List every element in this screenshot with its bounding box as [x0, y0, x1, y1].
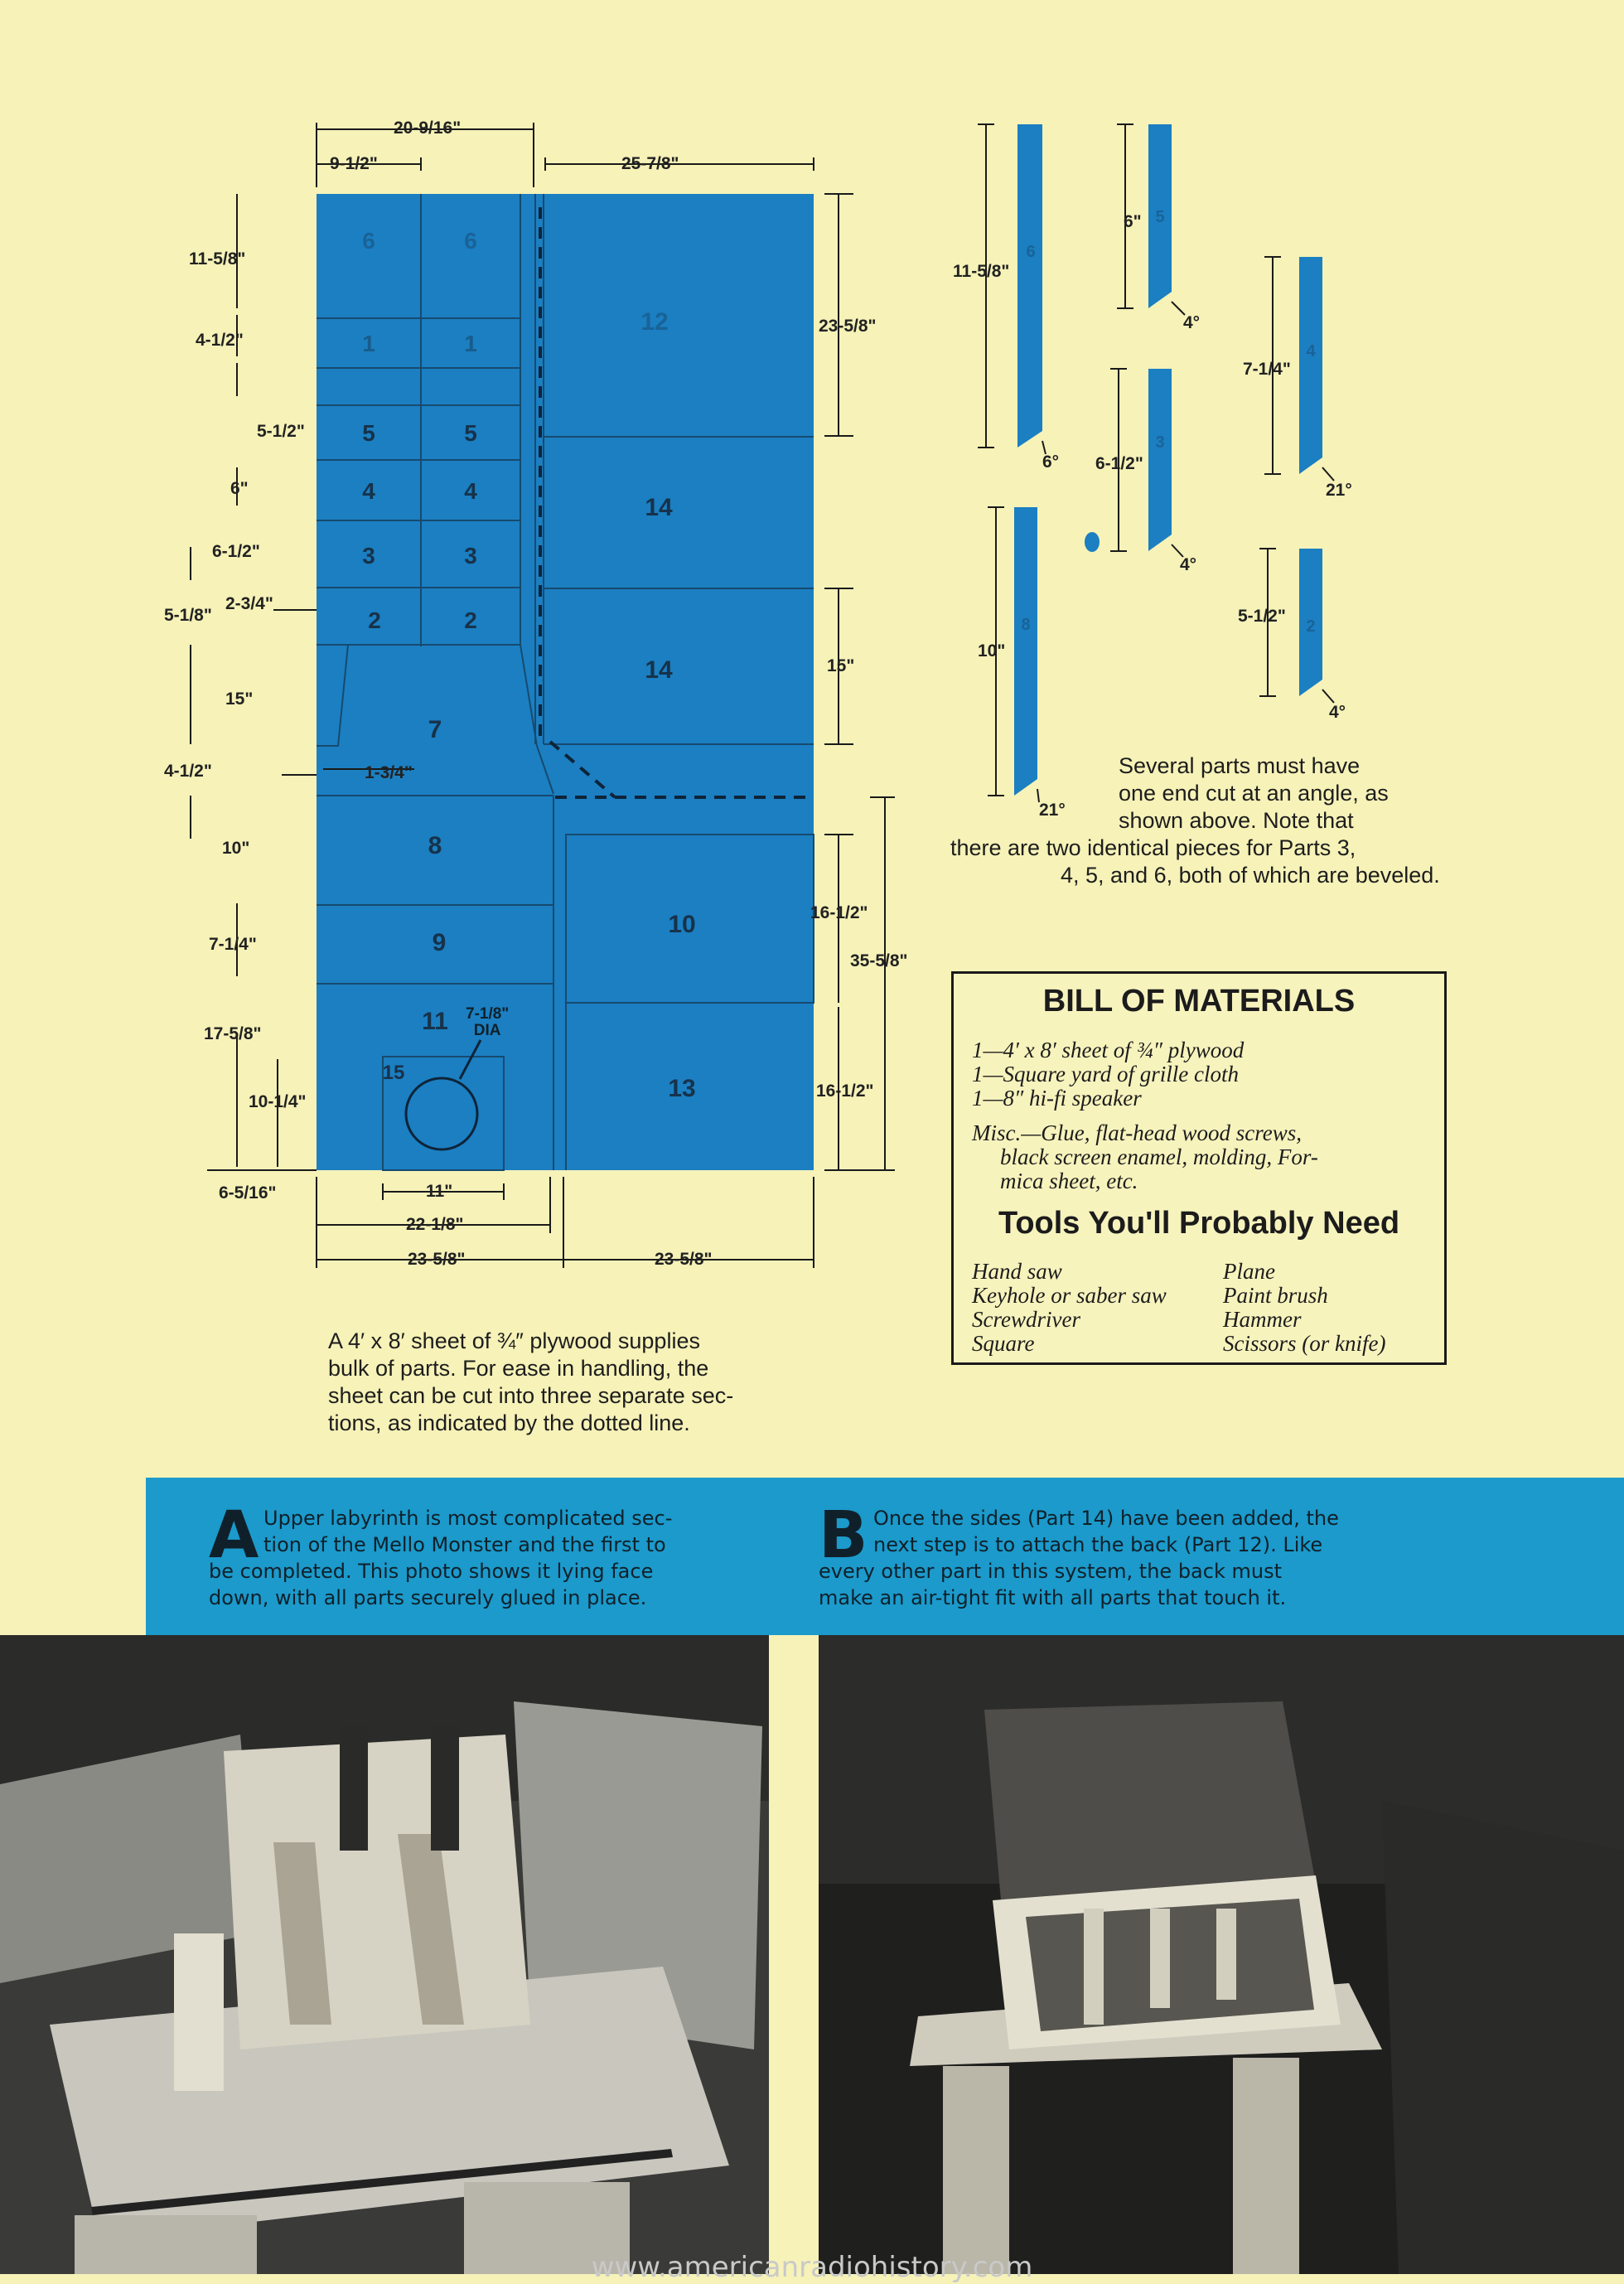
piece-8: 8	[428, 832, 442, 859]
photo-b-line-4: make an air-tight fit with all parts that touch it.	[819, 1586, 1287, 1609]
dim-right-4: 35-5/8"	[850, 951, 908, 970]
piece-11: 11	[422, 1008, 448, 1035]
dim-bottom-2: 22-1/8"	[406, 1215, 464, 1234]
photo-b-line-2: next step is to attach the back (Part 12). Like	[873, 1533, 1323, 1556]
bevel-caption-line-5: 4, 5, and 6, both of which are beveled.	[1061, 863, 1440, 888]
piece-4b: 4	[464, 478, 477, 504]
piece-13: 13	[668, 1075, 696, 1102]
bevel-dim-6: 5-1/2"	[1238, 607, 1286, 626]
photo-a-letter: A	[209, 1498, 259, 1573]
bevel-part-3: 3	[1155, 433, 1165, 452]
bevel-angle-3: 4°	[1180, 555, 1197, 574]
sheet-caption-line-3: sheet can be cut into three separate sec-	[328, 1383, 734, 1408]
tool-right-3: Hammer	[1223, 1307, 1302, 1332]
bom-item-3: 1—8″ hi-fi speaker	[972, 1086, 1142, 1111]
dim-left-14: 10-1/4"	[249, 1092, 307, 1111]
dim-right-1: 23-5/8"	[819, 317, 877, 336]
piece-2b: 2	[464, 607, 477, 633]
dim-left-8: 15"	[225, 690, 254, 709]
tool-right-1: Plane	[1223, 1259, 1275, 1284]
piece-4a: 4	[362, 478, 375, 504]
photo-b-line-3: every other part in this system, the back must	[819, 1560, 1282, 1583]
dim-bottom-3: 23-5/8"	[408, 1250, 466, 1269]
sheet-caption-line-1: A 4′ x 8′ sheet of ¾″ plywood supplies	[328, 1328, 700, 1353]
piece-9: 9	[432, 929, 447, 956]
bevel-part-drawings	[978, 124, 1334, 802]
bevel-part-8: 8	[1021, 616, 1031, 634]
bevel-dim-1: 11-5/8"	[953, 262, 1010, 281]
dim-right-3: 16-1/2"	[810, 903, 868, 922]
photo-a-line-2: tion of the Mello Monster and the first to	[263, 1533, 666, 1556]
photo-a-line-4: down, with all parts securely glued in place.	[209, 1586, 647, 1609]
footer-watermark: www.americanradiohistory.com	[591, 2251, 1033, 2284]
dim-left-15: 6-5/16"	[219, 1183, 277, 1202]
bom-misc-1: Misc.—Glue, flat-head wood screws,	[972, 1120, 1302, 1145]
piece-5a: 5	[362, 420, 375, 446]
bom-misc-2: black screen enamel, molding, For-	[1000, 1144, 1318, 1169]
dim-left-4: 6"	[230, 479, 249, 498]
bevel-part-6: 6	[1026, 243, 1036, 261]
bevel-angle-5: 21°	[1039, 801, 1066, 820]
bom-misc-3: mica sheet, etc.	[1000, 1169, 1138, 1193]
dim-left-3: 5-1/2"	[257, 422, 305, 441]
bevel-dim-3: 6-1/2"	[1095, 454, 1143, 473]
bevel-dim-2: 6"	[1124, 212, 1142, 231]
piece-14a: 14	[645, 494, 673, 521]
bevel-caption-line-3: shown above. Note that	[1119, 808, 1354, 833]
dim-left-2: 4-1/2"	[196, 331, 244, 350]
dim-bottom-4: 23-5/8"	[655, 1250, 713, 1269]
piece-3b: 3	[464, 543, 477, 569]
dim-left-10: 1-3/4"	[365, 763, 413, 782]
dim-right-5: 16-1/2"	[816, 1082, 874, 1101]
photo-a-upper-labyrinth	[0, 1635, 769, 2274]
bill-of-materials-box	[951, 971, 1447, 1365]
bevel-part-5: 5	[1155, 208, 1165, 226]
photo-a-line-1: Upper labyrinth is most complicated sec-	[263, 1507, 673, 1530]
piece-1a: 1	[362, 331, 375, 356]
bevel-part-2: 2	[1306, 617, 1316, 636]
photo-b-line-1: Once the sides (Part 14) have been added, the	[873, 1507, 1339, 1530]
tool-left-4: Square	[972, 1331, 1035, 1356]
dim-left-6: 5-1/8"	[164, 606, 212, 625]
piece-5b: 5	[464, 420, 477, 446]
bom-item-1: 1—4′ x 8′ sheet of ¾″ plywood	[972, 1038, 1245, 1062]
bevel-angle-2: 4°	[1183, 313, 1201, 332]
bevel-angle-1: 6°	[1042, 452, 1060, 472]
piece-15: 15	[382, 1062, 405, 1084]
photo-b-back-attached	[819, 1635, 1624, 2274]
tool-left-1: Hand saw	[972, 1259, 1062, 1284]
dim-left-12: 7-1/4"	[209, 935, 257, 954]
dim-bottom-1: 11"	[426, 1182, 453, 1201]
bevel-angle-6: 4°	[1329, 703, 1346, 722]
bevel-caption-line-4: there are two identical pieces for Parts 3,	[950, 835, 1356, 860]
photo-b-letter: B	[819, 1498, 868, 1573]
piece-6b: 6	[464, 228, 477, 254]
piece-1b: 1	[464, 331, 477, 356]
piece-14b: 14	[645, 656, 673, 684]
tool-right-2: Paint brush	[1223, 1283, 1328, 1308]
dim-top-left: 9-1/2"	[330, 154, 378, 173]
tool-left-2: Keyhole or saber saw	[972, 1283, 1167, 1308]
piece-2a: 2	[368, 607, 381, 633]
dim-left-11: 10"	[222, 839, 250, 858]
bevel-dim-5: 10"	[978, 641, 1006, 661]
piece-7: 7	[428, 716, 442, 743]
dim-top-total: 20-9/16"	[394, 119, 462, 138]
tools-title: Tools You'll Probably Need	[998, 1206, 1400, 1241]
dim-left-7: 2-3/4"	[225, 594, 273, 613]
dim-top-right: 25-7/8"	[621, 154, 679, 173]
piece-12: 12	[640, 308, 669, 336]
dim-left-9: 4-1/2"	[164, 762, 212, 781]
dim-left-5: 6-1/2"	[212, 542, 260, 561]
tool-right-4: Scissors (or knife)	[1223, 1331, 1386, 1356]
bevel-dim-4: 7-1/4"	[1243, 360, 1291, 379]
piece-3a: 3	[362, 543, 375, 569]
bom-item-2: 1—Square yard of grille cloth	[972, 1062, 1239, 1086]
dim-left-1: 11-5/8"	[189, 249, 246, 269]
dim-right-2: 15"	[827, 656, 855, 675]
bevel-angle-4: 21°	[1326, 481, 1352, 500]
dim-left-13: 17-5/8"	[204, 1024, 262, 1043]
bevel-part-4: 4	[1306, 342, 1316, 361]
tool-left-3: Screwdriver	[972, 1307, 1080, 1332]
bevel-caption-line-2: one end cut at an angle, as	[1119, 781, 1389, 806]
sheet-caption-line-4: tions, as indicated by the dotted line.	[328, 1411, 690, 1435]
hole-label: 7-1/8" DIA	[466, 1005, 510, 1039]
bom-title: BILL OF MATERIALS	[1042, 984, 1356, 1019]
piece-10: 10	[668, 911, 696, 938]
bevel-caption-line-1: Several parts must have	[1119, 753, 1361, 778]
sheet-caption-line-2: bulk of parts. For ease in handling, the	[328, 1356, 709, 1381]
photo-a-line-3: be completed. This photo shows it lying face	[209, 1560, 654, 1583]
piece-6a: 6	[362, 228, 375, 254]
